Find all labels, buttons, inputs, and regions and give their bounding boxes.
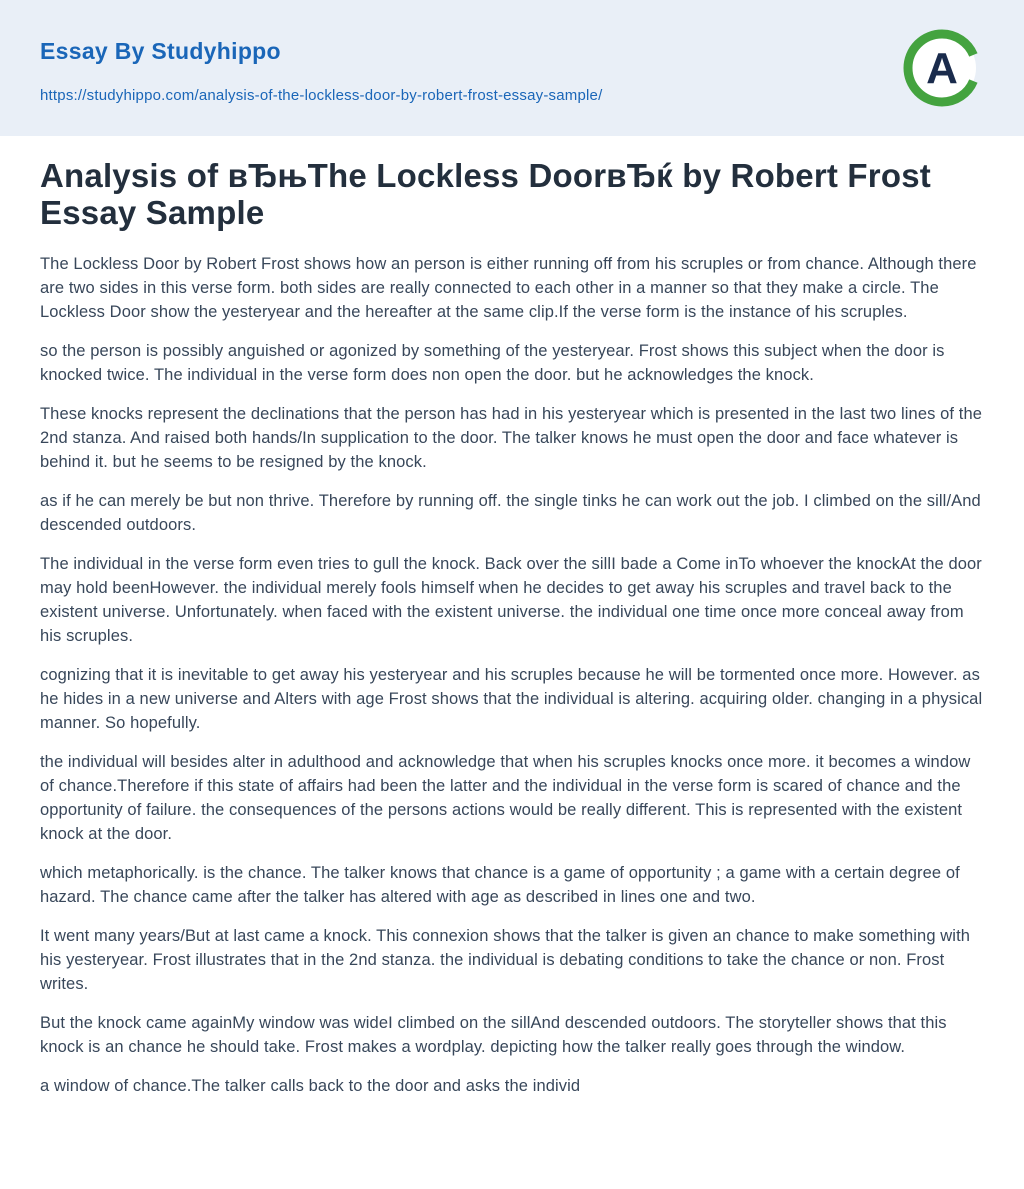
essay-paragraph-2: so the person is possibly anguished or agonized by something of the yesteryear. Frost shows this subject when the door is knocked twice. The individual in the verse form does non open the door. but he acknowledges the knock. [40, 341, 945, 384]
essay-paragraph-11: a window of chance.The talker calls back to the door and asks the individ [40, 1076, 581, 1095]
studyhippo-logo-icon [900, 26, 984, 110]
essay-paragraph-9: It went many years/But at last came a knock. This connexion shows that the talker is given an chance to make something with his yesteryear. Frost illustrates that in the 2nd stanza. the individual is debating conditions to take the chance or non. Frost writes. [40, 926, 971, 993]
essay-paragraph-4: as if he can merely be but non thrive. Therefore by running off. the single tinks he can work out the job. I climbed on the sill/And descended outdoors. [40, 491, 981, 534]
studyhippo-logo [900, 26, 984, 110]
essay-title: Analysis of вЂњThe Lockless DoorвЂќ by Robert Frost Essay Sample [40, 157, 931, 231]
header-text-block [40, 26, 602, 104]
site-title: Essay By Studyhippo [40, 38, 281, 64]
essay-paragraph-10: But the knock came againMy window was wideI climbed on the sillAnd descended outdoors. The storyteller shows that this knock is an chance he should take. Frost makes a wordplay. depicting how the talker really goes through the window. [40, 1013, 947, 1056]
essay-paragraph-8: which metaphorically. is the chance. The talker knows that chance is a game of opportunity ; a game with a certain degree of hazard. The chance came after the talker has altered with age as described in lines one and two. [40, 863, 960, 906]
logo-letter: A [926, 44, 958, 93]
essay-paragraph-3: These knocks represent the declinations that the person has had in his yesteryear which is presented in the last two lines of the 2nd stanza. And raised both hands/In supplication to the door. The talker knows he must open the door and face whatever is behind it. but he seems to be resigned by the knock. [40, 404, 983, 471]
page-url-link[interactable]: https://studyhippo.com/analysis-of-the-lockless-door-by-robert-frost-essay-sample/ [40, 87, 603, 104]
essay-paragraph-1: The Lockless Door by Robert Frost shows how an person is either running off from his scruples or from chance. Although there are two sides in this verse form. both sides are really connected to each other in a manner so that they make a circle. The Lockless Door show the yesteryear and the hereafter at the same clip.If the verse form is the instance of his scruples. [40, 254, 977, 321]
essay-content [0, 136, 1024, 1153]
essay-paragraph-5: The individual in the verse form even tries to gull the knock. Back over the sillI bade a Come inTo whoever the knockAt the door may hold beenHowever. the individual merely fools himself when he decides to get away his scruples and travel back to the existent universe. Unfortunately. when faced with the existent universe. the individual one time once more conceal away from his scruples. [40, 554, 982, 645]
essay-paragraph-7: the individual will besides alter in adulthood and acknowledge that when his scruples knocks once more. it becomes a window of chance.Therefore if this state of affairs had been the latter and the individual in the verse form is scared of chance and the opportunity of failure. the consequences of the persons actions would be really different. This is represented with the existent knock at the door. [40, 752, 971, 843]
essay-paragraph-6: cognizing that it is inevitable to get away his yesteryear and his scruples because he will be tormented once more. However. as he hides in a new universe and Alters with age Frost shows that the individual is altering. acquiring older. changing in a physical manner. So hopefully. [40, 665, 983, 732]
site-header [0, 0, 1024, 136]
